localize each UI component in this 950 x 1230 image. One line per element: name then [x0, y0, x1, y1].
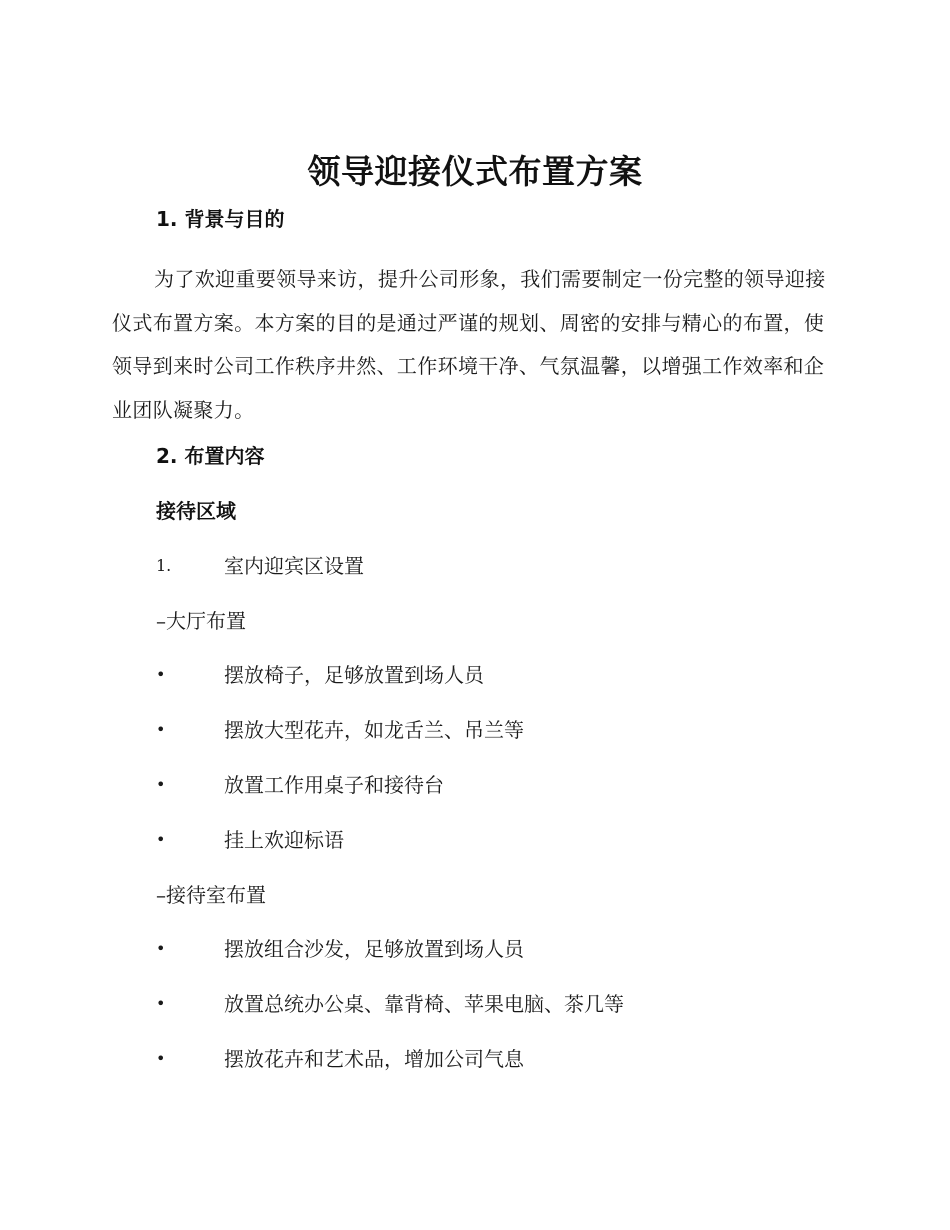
numbered-item-text: 室内迎宾区设置 [224, 554, 364, 578]
section2-heading: 2. 布置内容 [156, 444, 265, 468]
bullet-marker: • [156, 665, 166, 684]
bullet-marker: • [156, 720, 166, 739]
bullet-item: 摆放椅子，足够放置到场人员 [224, 663, 484, 687]
group1-label: –大厅布置 [156, 609, 246, 633]
bullet-marker: • [156, 775, 166, 794]
numbered-item-marker: 1. [156, 556, 172, 575]
bullet-marker: • [156, 1049, 166, 1068]
bullet-item: 放置工作用桌子和接待台 [224, 773, 444, 797]
group2-label: –接待室布置 [156, 883, 266, 907]
document-title: 领导迎接仪式布置方案 [307, 152, 643, 191]
section1-paragraph: 为了欢迎重要领导来访，提升公司形象，我们需要制定一份完整的领导迎接仪式布置方案。本方案的目的是通过严谨的规划、周密的安排与精心的布置，使领导到来时公司工作秩序井然、工作环境干净、气氛温馨，以增强工作效率和企业团队凝聚力。 [112, 267, 826, 422]
bullet-item: 挂上欢迎标语 [224, 828, 344, 852]
bullet-marker: • [156, 939, 166, 958]
bullet-item: 摆放大型花卉，如龙舌兰、吊兰等 [224, 718, 524, 742]
bullet-marker: • [156, 830, 166, 849]
bullet-item: 放置总统办公桌、靠背椅、苹果电脑、茶几等 [224, 992, 624, 1016]
bullet-marker: • [156, 994, 166, 1013]
bullet-item: 摆放组合沙发，足够放置到场人员 [224, 937, 524, 961]
section2-subheading: 接待区域 [156, 499, 236, 523]
section1-heading: 1. 背景与目的 [156, 207, 285, 231]
bullet-item: 摆放花卉和艺术品，增加公司气息 [224, 1047, 524, 1071]
